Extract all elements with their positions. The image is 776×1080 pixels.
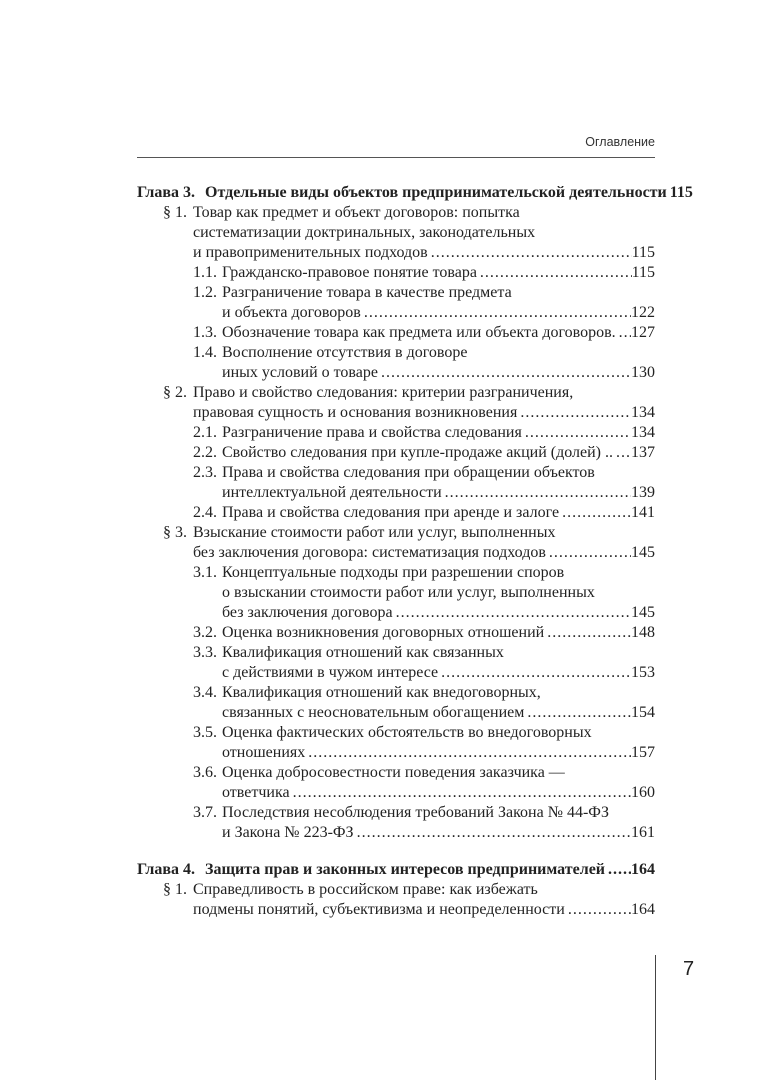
- toc-entry-number: 3.7.: [193, 804, 217, 821]
- toc-entry-number: 1.2.: [193, 284, 217, 301]
- toc-subsection: [137, 723, 655, 763]
- leader-dots: [354, 823, 631, 843]
- toc-page-number: 134: [631, 424, 655, 441]
- toc-page-number: 115: [631, 264, 655, 281]
- toc-entry-title: отношениях: [222, 744, 306, 761]
- toc-entry-title: Свойство следования при купле-продаже акций (долей) ..: [222, 444, 613, 461]
- toc-entry-line: [137, 183, 693, 203]
- toc-entry-title: Защита прав и законных интересов предпринимателей: [205, 861, 606, 878]
- toc-entry-title: о взыскании стоимости работ или услуг, выполненных: [222, 584, 595, 601]
- toc-page-number: 160: [631, 784, 655, 801]
- toc-chapter: [137, 183, 693, 203]
- toc-entry-title: ответчика: [222, 784, 290, 801]
- toc-entry-title: Разграничение товара в качестве предмета: [222, 284, 512, 301]
- toc-entry-title: Гражданско-правовое понятие товара: [222, 264, 477, 281]
- toc-entry-number: 3.4.: [193, 684, 217, 701]
- toc-entry-number: 2.3.: [193, 464, 217, 481]
- table-of-contents: [137, 183, 693, 920]
- toc-page-number: 137: [631, 444, 655, 461]
- toc-entry-line: [137, 860, 655, 880]
- leader-dots: [442, 483, 631, 503]
- toc-entry-number: 3.5.: [193, 724, 217, 741]
- toc-entry-title: и объекта договоров: [222, 304, 361, 321]
- toc-page-number: 157: [631, 744, 655, 761]
- toc-page-number: 164: [631, 901, 655, 918]
- toc-entry-line: [137, 223, 655, 243]
- toc-entry-line: [137, 603, 655, 623]
- toc-page-number: 115: [669, 184, 693, 201]
- toc-entry-line: [137, 543, 655, 563]
- toc-entry-line: [137, 900, 655, 920]
- leader-dots: [565, 900, 631, 920]
- toc-entry-title: интеллектуальной деятельности: [222, 484, 442, 501]
- leader-dots: [616, 323, 631, 343]
- toc-entry-number: 2.4.: [193, 504, 217, 521]
- toc-entry-title: Последствия несоблюдения требований Закона № 44-ФЗ: [222, 804, 609, 821]
- leader-dots: [546, 543, 631, 563]
- toc-entry-title: подмены понятий, субъективизма и неопределенности: [193, 901, 565, 918]
- toc-entry-line: [137, 880, 655, 900]
- leader-dots: [438, 663, 631, 683]
- leader-dots: [290, 783, 631, 803]
- toc-entry-number: 3.3.: [193, 644, 217, 661]
- toc-entry-number: 1.3.: [193, 324, 217, 341]
- toc-entry-line: [137, 383, 655, 403]
- toc-entry-title: с действиями в чужом интересе: [222, 664, 439, 681]
- toc-entry-number: § 3.: [163, 524, 187, 541]
- toc-entry-number: § 2.: [163, 384, 187, 401]
- toc-subsection: [137, 443, 655, 463]
- leader-dots: [378, 363, 631, 383]
- toc-entry-line: [137, 743, 655, 763]
- toc-entry-line: [137, 203, 655, 223]
- toc-entry-title: Обозначение товара как предмета или объекта договоров.: [222, 324, 616, 341]
- toc-page-number: 145: [631, 604, 655, 621]
- leader-dots: [477, 263, 632, 283]
- toc-entry-title: связанных с неосновательным обогащением: [222, 704, 525, 721]
- toc-entry-title: без заключения договора: [222, 604, 393, 621]
- toc-entry-line: [137, 363, 655, 383]
- toc-section: [137, 523, 655, 563]
- toc-subsection: [137, 323, 655, 343]
- toc-entry-title: Права и свойства следования при обращении объектов: [222, 464, 595, 481]
- running-head-title: Оглавление: [585, 135, 655, 149]
- toc-entry-title: Взыскание стоимости работ или услуг, выполненных: [193, 524, 556, 541]
- toc-entry-line: [137, 703, 655, 723]
- toc-page-number: 153: [631, 664, 655, 681]
- toc-entry-line: [137, 583, 655, 603]
- toc-subsection: [137, 463, 655, 503]
- toc-page-number: 139: [631, 484, 655, 501]
- leader-dots: [559, 503, 631, 523]
- toc-entry-title: Право и свойство следования: критерии разграничения,: [193, 384, 574, 401]
- toc-subsection: [137, 643, 655, 683]
- toc-entry-title: иных условий о товаре: [222, 364, 378, 381]
- leader-dots: [613, 443, 631, 463]
- header-divider: [137, 157, 655, 158]
- leader-dots: [517, 403, 631, 423]
- toc-subsection: [137, 283, 655, 323]
- leader-dots: [305, 743, 631, 763]
- toc-page-number: 161: [631, 824, 655, 841]
- toc-entry-number: 2.2.: [193, 444, 217, 461]
- toc-section: [137, 203, 655, 263]
- toc-page-number: 154: [631, 704, 655, 721]
- toc-subsection: [137, 263, 655, 283]
- toc-entry-line: [137, 783, 655, 803]
- toc-section: [137, 880, 655, 920]
- toc-entry-line: [137, 823, 655, 843]
- toc-page-number: 122: [631, 304, 655, 321]
- toc-page-number: 127: [631, 324, 655, 341]
- toc-page-number: 145: [631, 544, 655, 561]
- toc-entry-number: 1.1.: [193, 264, 217, 281]
- leader-dots: [522, 423, 631, 443]
- toc-page-number: 115: [631, 244, 655, 261]
- toc-entry-title: без заключения договора: систематизация подходов: [193, 544, 546, 561]
- toc-subsection: [137, 803, 655, 843]
- toc-entry-title: Товар как предмет и объект договоров: попытка: [193, 204, 520, 221]
- toc-subsection: [137, 343, 655, 383]
- toc-entry-title: Оценка добросовестности поведения заказчика —: [222, 764, 565, 781]
- toc-entry-number: 3.1.: [193, 564, 217, 581]
- toc-entry-number: § 1.: [163, 881, 187, 898]
- toc-subsection: [137, 563, 655, 623]
- toc-entry-line: [137, 483, 655, 503]
- toc-entry-number: 1.4.: [193, 344, 217, 361]
- toc-entry-title: Оценка возникновения договорных отношений: [222, 624, 545, 641]
- toc-page-number: 148: [631, 624, 655, 641]
- toc-page-number: 141: [631, 504, 655, 521]
- toc-entry-title: и правоприменительных подходов: [193, 244, 428, 261]
- toc-entry-title: Права и свойства следования при аренде и залоге: [222, 504, 560, 521]
- toc-entry-title: Разграничение права и свойства следования: [222, 424, 522, 441]
- toc-entry-title: Справедливость в российском праве: как избежать: [193, 881, 538, 898]
- toc-entry-number: 3.2.: [193, 624, 217, 641]
- toc-entry-number: § 1.: [163, 204, 187, 221]
- page-number-divider: [655, 955, 656, 1080]
- leader-dots: [428, 243, 632, 263]
- toc-entry-line: [137, 303, 655, 323]
- toc-entry-line: [137, 663, 655, 683]
- toc-subsection: [137, 683, 655, 723]
- toc-entry-line: [137, 243, 655, 263]
- toc-page-number: 130: [631, 364, 655, 381]
- toc-entry-title: систематизации доктринальных, законодательных: [193, 224, 536, 241]
- toc-entry-title: Квалификация отношений как связанных: [222, 644, 504, 661]
- toc-entry-title: Квалификация отношений как внедоговорных,: [222, 684, 541, 701]
- toc-subsection: [137, 423, 655, 443]
- toc-chapter: [137, 860, 655, 880]
- toc-entry-title: Восполнение отсутствия в договоре: [222, 344, 468, 361]
- toc-page-number: 134: [631, 404, 655, 421]
- toc-subsection: [137, 763, 655, 803]
- toc-entry-title: Отдельные виды объектов предпринимательской деятельности: [205, 184, 667, 201]
- toc-entry-title: Оценка фактических обстоятельств во внедоговорных: [222, 724, 592, 741]
- toc-entry-number: 2.1.: [193, 424, 217, 441]
- toc-subsection: [137, 503, 655, 523]
- leader-dots: [605, 860, 631, 880]
- toc-entry-number: 3.6.: [193, 764, 217, 781]
- toc-entry-title: правовая сущность и основания возникновения: [193, 404, 518, 421]
- toc-section: [137, 383, 655, 423]
- toc-page-number: 164: [631, 861, 655, 878]
- page-number: 7: [683, 958, 695, 980]
- toc-entry-number: Глава 4.: [137, 861, 195, 878]
- toc-entry-number: Глава 3.: [137, 184, 195, 201]
- leader-dots: [524, 703, 631, 723]
- toc-entry-title: Концептуальные подходы при разрешении споров: [222, 564, 565, 581]
- leader-dots: [361, 303, 631, 323]
- toc-entry-line: [137, 403, 655, 423]
- toc-entry-title: и Закона № 223-ФЗ: [222, 824, 354, 841]
- toc-subsection: [137, 623, 655, 643]
- toc-entry-line: [137, 523, 655, 543]
- leader-dots: [393, 603, 631, 623]
- leader-dots: [544, 623, 631, 643]
